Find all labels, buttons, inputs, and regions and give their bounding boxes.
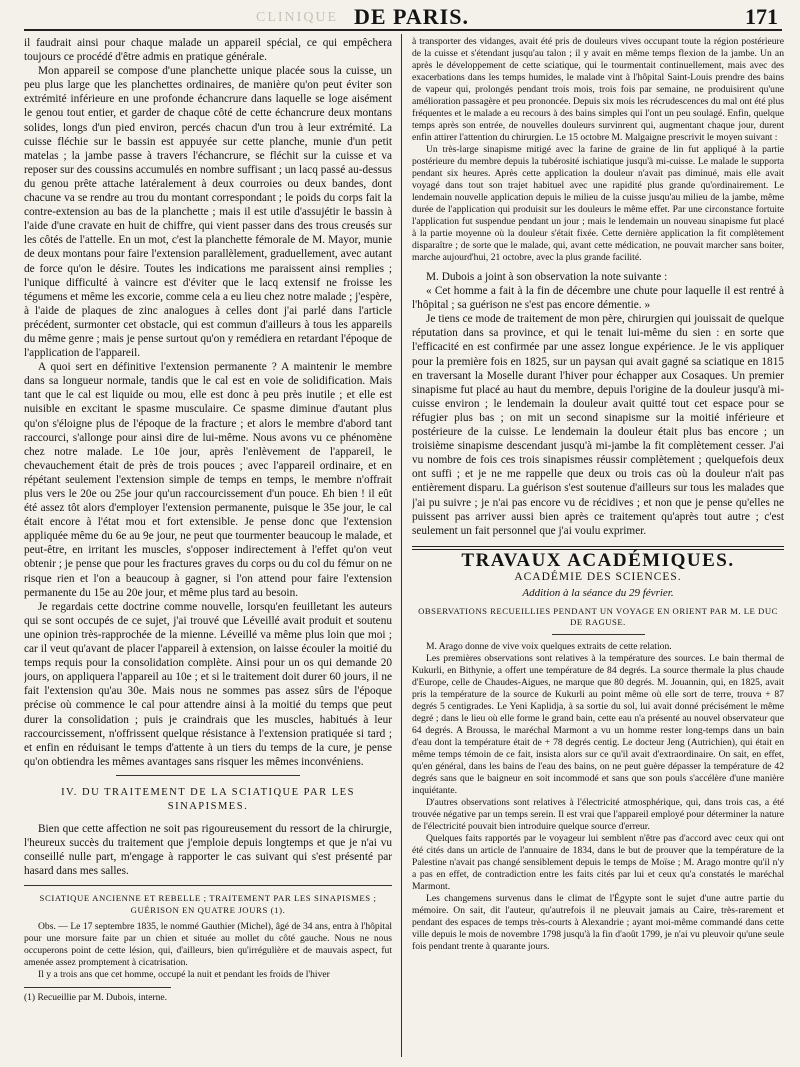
footnote-rule [24, 987, 171, 988]
footnote: (1) Recueillie par M. Dubois, interne. [24, 993, 167, 1004]
short-rule [552, 634, 645, 635]
paragraph: M. Dubois a joint à son observation la note suivante : [426, 271, 668, 283]
paragraph: Bien que cette affection ne soit pas rigoureusement du ressort de la chirurgie, l'heureux succès du traitement que j'emploie depuis longtemps et que je n'ai vu conseillé nulle part, m'engage à rapporter le cas suivant qui s'est présenté par hasard dans mes salles. [24, 823, 392, 878]
session-note: Addition à la séance du 29 février. [522, 586, 674, 599]
section-heading: IV. DU TRAITEMENT DE LA SCIATIQUE PAR LES SINAPISMES. [61, 786, 355, 812]
column-divider [401, 34, 402, 1057]
quotation: « Cet homme a fait à la fin de décembre une chute pour laquelle il est rentré à l'hôpital ; sa guérison ne s'est pas encore démentie. » [412, 285, 784, 312]
observation-text: Obs. — Le 17 septembre 1835, le nommé Gauthier (Michel), âgé de 34 ans, entra à l'hôpital pour une morsure faite par un chien et située au mollet du côté gauche. Nous ne nous occuperons point de cette lésion, qui, d'ailleurs, bien qu'irrégulière et de mauvais aspect, fut amenée assez promptement à cicatrisation. [24, 921, 392, 969]
academy-paragraph: Les premières observations sont relatives à la température des sources. Le bain thermal de Kukurli, en Bithynie, a offert une température de 84 degrés. La source thermale la plus chaude d'Europe, celle de Chaudes-Aigues, ne marque que 80 degrés. M. Jouannin, qui, en 1825, avait pris la température de la source de Kukurli au point même où elle sort de terre, trouva + 87 degrés 5 centigrades. Le Yeni Kaplidja, à sa sortie du sol, lui avait donné précisément le même degré ; dans le lieu où elle forme le grand bain, cette eau n'a présenté au nouvel observateur que 64 degrés. A Broussa, le maréchal Marmont a vu un homme rester long-temps dans un bain d'eau dont la température était de + 78 degrés centig. Le docteur Jeng (Autrichien), qui était en même temps témoin de ce fait, insista alors sur ce qu'il avait d'extraordinaire. On sait, en effet, qu'en général, dans les bains de l'eau des bains, on ne peut guère dépasser la température de 42 degrés sans que le baigneur en soit incommodé et sans que son pouls s'accélère d'une manière inquiétante. [412, 653, 784, 797]
academy-title: TRAVAUX ACADÉMIQUES. [461, 549, 735, 571]
observation-text: Il y a trois ans que cet homme, occupé la nuit et pendant les froids de l'hiver [38, 969, 330, 981]
right-column [412, 36, 784, 1059]
case-title: SCIATIQUE ANCIENNE ET REBELLE ; TRAITEMENT PAR LES SINAPISMES ; GUÉRISON EN QUATRE JOURS (1). [39, 893, 377, 915]
page-title: DE PARIS. [354, 4, 469, 29]
observation-heading: OBSERVATIONS RECUEILLIES PENDANT UN VOYAGE EN ORIENT PAR M. LE DUC DE RAGUSE. [418, 606, 778, 628]
observation-text: Un très-large sinapisme mitigé avec la farine de graine de lin fut appliqué à la partie postérieure du membre depuis la tubérosité ischiatique jusqu'à mi-cuisse. Le malade le supporta pendant six heures. Après cette application la douleur n'avait pas diminué, mais elle avait voyagé dans tout son trajet habituel avec une rapidité plus grande qu'ordinairement. Le lendemain nouvelle application depuis le milieu de la cuisse jusqu'au milieu de la jambe, même durée de l'application qui produisit sur les douleurs le même effet. Par une circonstance fortuite l'application fut suspendue pendant un jour ; mais le lendemain un nouveau sinapisme fut placé à la partie moyenne où la douleur s'était fixée. Cette dernière application la fit complètement disparaître ; de sorte que le malade, qui, avant cette médication, ne pouvait marcher sans boiter, marche aujourd'hui, 21 octobre, avec la plus grande facilité. [412, 144, 784, 263]
rule [24, 885, 392, 886]
academy-paragraph: Quelques faits rapportés par le voyageur lui semblent n'être pas d'accord avec ceux qui ont été cités dans un article de l'annuaire de 1834, dans le but de prouver que la température de la Palestine n'avait pas changé sensiblement depuis le temps de Moïse ; M. Arago montre qu'il n'y a pas en effet, de contradiction entre les faits cités par lui et ceux qu'a constatés le maréchal Marmont. [412, 833, 784, 893]
page-number: 171 [745, 4, 778, 29]
paragraph: Je tiens ce mode de traitement de mon père, chirurgien qui jouissait de quelque réputation dans sa province, et qui le tenait lui-même du sien : en sorte que l'efficacité en est confirmée par une assez longue expérience. Je le vis appliquer pour la première fois en 1825, sur un paysan qui avait gagné sa sciatique en 1815 en traversant la Moselle durant l'hiver pour échapper aux Cosaques. Un premier sinapisme fut placé au haut du membre, depuis l'origine de la douleur jusqu'à mi-cuisse environ ; le lendemain la douleur avait quitté tout cet espace pour se réfugier plus bas ; on mit un second sinapisme sur la moitié inférieure et postérieure de la cuisse. Le lendemain la douleur était plus bas encore ; un troisième sinapisme descendant jusqu'à mi-jambe la fit complètement cesser. J'ai vu nombre de fois ces trois sinapismes réussir complètement ; quelquefois deux ont suffi ; et je ne me rappelle que deux ou trois cas où la douleur n'ait pas entièrement disparu. La guérison s'est soutenue d'ailleurs sur tous les malades que j'ai pu suivre ; je n'ai pas encore vu de récidives ; et non que je pense qu'elles ne puissent pas arriver aussi bien après ce traitement qu'après tout autre ; c'est seulement un fait personnel que j'ai voulu exprimer. [412, 313, 784, 537]
left-column [24, 36, 392, 1059]
academy-paragraph: Les changemens survenus dans le climat de l'Égypte sont le sujet d'une autre partie du mémoire. On sait, dit l'auteur, qu'autrefois il ne pleuvait jamais au Caire, très-rarement et pendant des espaces de temps très-courts à Alexandrie ; ayant moi-même commandé dans cette ville depuis le mois de novembre 1798 jusqu'à la fin d'août 1799, je n'ai vu pleuvoir qu'une seule fois pendant trente à quarante jours. [412, 893, 784, 953]
header-rule [24, 29, 782, 31]
paragraph: A quoi sert en définitive l'extension permanente ? A maintenir le membre dans sa longueur normale, tandis que le cal est en voie de solidification. Mais tant que le cal est liquide ou mou, elle est donc à peu près inutile ; et elle est nuisible en excitant le spasme musculaire. Ce spasme diminue d'autant plus qu'on s'éloigne plus de l'époque de la fracture ; et alors le membre d'abord tant raccourci, s'allonge pour ainsi dire de lui-même. Nous avons vu ce phénomène chez notre malade. Le 10e jour, après l'enlèvement de l'appareil, le chevauchement était de près de trois pouces ; avec l'appareil ordinaire, et en répétant seulement l'extension simple de temps en temps, le membre n'offrait plus vers le 20e ou 25e jour qu'un raccourcissement d'un pouce. Eh bien ! il eût été assez tôt alors d'employer l'extension permanente, puisque le 35e jour, le cal était encore à l'état mou et fort extensible. Je pense donc que l'extension appliquée même du 6e au 9e jour, ne peut que tourmenter beaucoup le malade, et peut-être, en irritant les muscles, s'opposer indirectement à l'effet qu'on veut obtenir ; je pense que pour les fractures graves du corps ou du col du fémur on ne risque rien et l'on a beaucoup à gagner, si l'on attend pour faire l'extension permanente du 15e au 20e jour, et même plus tard au besoin. [24, 361, 392, 599]
academy-subtitle: ACADÉMIE DES SCIENCES. [514, 570, 682, 583]
paragraph: il faudrait ainsi pour chaque malade un appareil spécial, ce qui empêchera toujours ce procédé d'être admis en pratique générale. [24, 37, 392, 64]
page-header [24, 0, 782, 30]
academy-paragraph: M. Arago donne de vive voix quelques extraits de cette relation. [426, 641, 672, 653]
bleed-through-text: CLINIQUE [256, 10, 339, 25]
academy-paragraph: D'autres observations sont relatives à l'électricité atmosphérique, qui, dans trois cas, a été trouvée négative par un temps serein. Il est vrai que l'appareil employé pour déterminer la nature de l'électricité pouvait bien introduire quelque source d'erreur. [412, 797, 784, 833]
paragraph: Mon appareil se compose d'une planchette unique placée sous la cuisse, un peu plus large que les planchettes ordinaires, de manière qu'on peut éviter son extrémité inférieure en une profonde échancrure dans laquelle se loge aisément le genou tout entier, et garder de chaque côté de cette échancrure deux montans solides, longs d'un pied environ, percés chacun d'un trou à leur extrémité. La cuisse fléchie sur le bassin est appuyée sur cette planche, munie d'un petit matelas ; la jambe passe à travers l'échancrure, se fléchit sur la cuisse et va reposer sur des coussins accumulés en nombre suffisant ; un lacq passé au-dessus du genou prête attache latéralement à deux courroies ou deux bandes, dont chacune va se rendre au trou du montant correspondant ; le poids du corps fait la contre-extension au bas de la planchette ; mais il est utile d'assujétir le bassin à l'aide d'une cravate en huit de chiffre, qui vient passer dans des trous creusés sur les côtés de l'attelle. En un mot, c'est la planchette fémorale de M. Mayor, munie de deux montans pour faire l'extension parallèlement, graduellement, avec autant de force qu'on le désire. Toutes les indications me paraissent ainsi remplies ; l'unique difficulté à vaincre est d'éviter que le lacq extensif ne froisse les tégumens et même les excorie, comme cela a eu lieu chez notre malade ; j'espère, à l'aide de plaques de zinc analogues à celles dont j'ai parlé dans l'article précédent, surmonter cet obstacle, qui est commun d'ailleurs à tous les appareils du même genre ; mais je pense surtout qu'on y remédiera en retardant l'époque de l'application de l'appareil. [24, 65, 392, 360]
paragraph: Je regardais cette doctrine comme nouvelle, lorsqu'en feuilletant les auteurs qui se sont occupés de ce sujet, j'ai trouvé que Léveillé avait produit et soutenu une opinion très-rapprochée de la mienne. Léveillé va même plus loin que moi ; car il veut qu'avant de placer l'appareil à extension, on laisse écouler la moitié du temps requis pour la consolidation complète. Ainsi pour un os qui demande 20 jours, on appliquera l'appareil au 10e ; et si le traitement doit durer 60 jours, il ne fait l'extension qu'au 30e. Mais nous ne sommes pas assez sûrs de l'époque précise où commence le cal pour attendre ainsi à la moitié du temps que peut durer la consolidation ; puis je craindrais que les muscles, habitués à leur raccourcissement, n'offrissent quelque résistance à l'extension pratiquée si tard ; et enfin en réduisant le temps d'attente à un tiers du temps de la cure, je pense qu'on obtiendra les mêmes avantages sans risquer les mêmes inconvéniens. [24, 600, 392, 768]
section-rule [116, 775, 300, 776]
observation-text: à transporter des vidanges, avait été pris de douleurs vives occupant toute la région postérieure de la cuisse et s'étendant jusqu'au talon ; il y avait en même temps flexion de la jambe. Un an après le développement de cette sciatique, qui le tourmentait continuellement, mais avec des exacerbations dans les temps humides, le malade vint à l'hôpital Saint-Louis prendre des bains de vapeur qui, prolongés pendant trois mois, trois fois par semaine, ne produisirent qu'une amélioration passagère et peu prononcée. Depuis six mois les récrudescences du mal ont été plus fréquentes et le malade a eu recours à des bains simples qui l'ont un peu soulagé. Enfin, quelque temps après son entrée, de nouvelles douleurs survinrent qui, augmentant chaque jour, durent enfin attirer l'attention du chirurgien. Le 15 octobre M. Malgaigne prescrivit le moyen suivant : [412, 36, 784, 143]
